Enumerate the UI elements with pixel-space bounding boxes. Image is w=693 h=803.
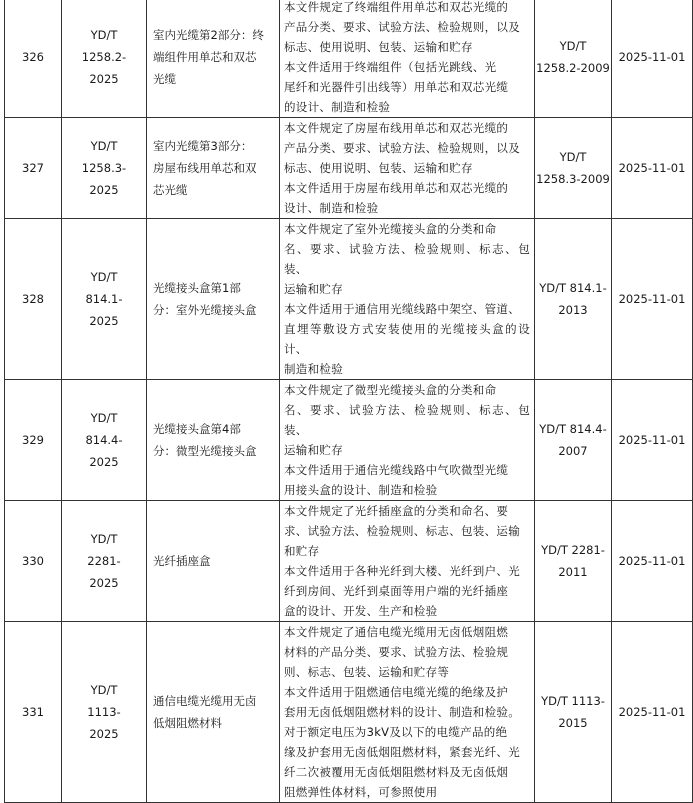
scope-line: 的设计、制造和检验 bbox=[284, 100, 391, 114]
scope-line: 名、要求、试验方法、检验规则、标志、包装、 bbox=[284, 242, 530, 276]
scope-cell bbox=[280, 219, 535, 380]
scope-cell bbox=[280, 0, 535, 118]
scope-line: 纤到房间、光纤到桌面等用户端的光纤插座 bbox=[284, 584, 509, 598]
replaced-standard-cell-text: YD/T 2281- 2011 bbox=[541, 543, 605, 579]
table-row bbox=[5, 219, 693, 380]
scope-line: 直埋等敷设方式安装使用的光缆接头盒的设计、 bbox=[284, 322, 530, 356]
scope-line: 本文件适用于通信光缆线路中气吹微型光缆 bbox=[284, 463, 509, 477]
scope-line: 本文件规定了通信电缆光缆用无卤低烟阻燃 bbox=[284, 625, 509, 639]
standard-code-cell bbox=[62, 118, 147, 219]
table-row bbox=[5, 380, 693, 501]
replaced-standard-cell-text: YD/T 814.1- 2013 bbox=[539, 281, 607, 317]
replaced-standard-cell bbox=[535, 501, 612, 622]
scope-line: 套用无卤低烟阻燃材料的设计、制造和检验。 bbox=[284, 705, 520, 719]
standard-name-cell bbox=[147, 0, 280, 118]
scope-line: 运输和贮存 bbox=[284, 282, 343, 296]
scope-line: 和贮存 bbox=[284, 544, 320, 558]
replaced-standard-cell-text: YD/T 1113- 2015 bbox=[541, 694, 605, 730]
implementation-date-cell bbox=[612, 622, 693, 803]
row-number-cell bbox=[5, 501, 62, 622]
table-row bbox=[5, 0, 693, 118]
scope-line: 本文件适用于各种光纤到大楼、光纤到户、光 bbox=[284, 564, 520, 578]
scope-line: 用接头盒的设计、制造和检验 bbox=[284, 483, 438, 497]
standard-name-cell bbox=[147, 219, 280, 380]
implementation-date-cell bbox=[612, 380, 693, 501]
standard-code-cell-text: YD/T 1258.2- 2025 bbox=[81, 28, 127, 86]
scope-line: 本文件规定了室外光缆接头盒的分类和命 bbox=[284, 222, 497, 236]
scope-line: 标志、使用说明、包装、运输和贮存 bbox=[284, 161, 473, 175]
standard-name-cell bbox=[147, 622, 280, 803]
standard-code-cell-text: YD/T 814.1- 2025 bbox=[85, 270, 123, 328]
implementation-date-cell-text: 2025-11-01 bbox=[618, 554, 686, 568]
standard-name-cell-text: 室内光缆第3部分： 房屋布线用单芯和双 芯光缆 bbox=[153, 139, 257, 197]
scope-line: 缘及护套用无卤低烟阻燃材料，紧套光纤、光 bbox=[284, 745, 520, 759]
scope-line: 标志、使用说明、包装、运输和贮存 bbox=[284, 40, 473, 54]
standard-name-cell-text: 通信电缆光缆用无卤 低烟阻燃材料 bbox=[153, 694, 257, 730]
standard-name-cell-text: 光纤插座盒 bbox=[153, 554, 211, 568]
scope-line: 本文件规定了终端组件用单芯和双芯光缆的 bbox=[284, 0, 509, 14]
standard-code-cell bbox=[62, 622, 147, 803]
implementation-date-cell bbox=[612, 0, 693, 118]
scope-cell bbox=[280, 501, 535, 622]
scope-line: 设计、制造和检验 bbox=[284, 201, 379, 215]
implementation-date-cell-text: 2025-11-01 bbox=[618, 292, 686, 306]
standards-table bbox=[4, 0, 693, 803]
implementation-date-cell-text: 2025-11-01 bbox=[618, 50, 686, 64]
implementation-date-cell bbox=[612, 219, 693, 380]
implementation-date-cell-text: 2025-11-01 bbox=[618, 705, 686, 719]
implementation-date-cell bbox=[612, 118, 693, 219]
replaced-standard-cell bbox=[535, 622, 612, 803]
scope-cell bbox=[280, 622, 535, 803]
scope-line: 运输和贮存 bbox=[284, 443, 343, 457]
row-number-cell bbox=[5, 0, 62, 118]
standard-code-cell bbox=[62, 0, 147, 118]
scope-line: 名、要求、试验方法、检验规则、标志、包装、 bbox=[284, 403, 530, 437]
scope-line: 本文件规定了房屋布线用单芯和双芯光缆的 bbox=[284, 121, 509, 135]
table-row bbox=[5, 118, 693, 219]
row-number-cell bbox=[5, 622, 62, 803]
standard-name-cell-text: 室内光缆第2部分：终 端组件用单芯和双芯 光缆 bbox=[153, 28, 264, 86]
row-number-cell bbox=[5, 219, 62, 380]
table-row bbox=[5, 622, 693, 803]
row-number-cell bbox=[5, 380, 62, 501]
replaced-standard-cell bbox=[535, 118, 612, 219]
replaced-standard-cell bbox=[535, 0, 612, 118]
scope-line: 材料的产品分类、要求、试验方法、检验规 bbox=[284, 645, 509, 659]
row-number-cell-text: 326 bbox=[22, 50, 44, 64]
replaced-standard-cell-text: YD/T 814.4- 2007 bbox=[539, 422, 607, 458]
scope-line: 阻燃弹性体材料，可参照使用 bbox=[284, 785, 438, 799]
scope-line: 本文件适用于阻燃通信电缆光缆的绝缘及护 bbox=[284, 685, 509, 699]
replaced-standard-cell bbox=[535, 380, 612, 501]
standard-name-cell bbox=[147, 380, 280, 501]
scope-line: 纤二次被覆用无卤低烟阻燃材料及无卤低烟 bbox=[284, 765, 509, 779]
row-number-cell-text: 330 bbox=[22, 554, 44, 568]
implementation-date-cell-text: 2025-11-01 bbox=[618, 161, 686, 175]
scope-line: 本文件适用于房屋布线用单芯和双芯光缆的 bbox=[284, 181, 509, 195]
scope-cell bbox=[280, 380, 535, 501]
standard-name-cell-text: 光缆接头盒第4部 分：微型光缆接头盒 bbox=[153, 422, 257, 458]
row-number-cell-text: 331 bbox=[22, 705, 44, 719]
scope-cell bbox=[280, 118, 535, 219]
scope-line: 对于额定电压为3kV及以下的电缆产品的绝 bbox=[284, 725, 508, 739]
scope-line: 制造和检验 bbox=[284, 362, 343, 376]
standard-name-cell-text: 光缆接头盒第1部 分：室外光缆接头盒 bbox=[153, 281, 257, 317]
scope-line: 尾纤和光器件引出线等）用单芯和双芯光缆 bbox=[284, 80, 509, 94]
row-number-cell-text: 328 bbox=[22, 292, 44, 306]
scope-line: 产品分类、要求、试验方法、检验规则，以及 bbox=[284, 141, 520, 155]
standard-code-cell bbox=[62, 380, 147, 501]
row-number-cell-text: 329 bbox=[22, 433, 44, 447]
standards-table-body bbox=[5, 0, 693, 803]
scope-line: 盒的设计、开发、生产和检验 bbox=[284, 604, 438, 618]
replaced-standard-cell bbox=[535, 219, 612, 380]
standard-code-cell-text: YD/T 814.4- 2025 bbox=[85, 411, 123, 469]
scope-line: 求、试验方法、检验规则、标志、包装、运输 bbox=[284, 524, 520, 538]
standard-code-cell bbox=[62, 219, 147, 380]
implementation-date-cell bbox=[612, 501, 693, 622]
standard-name-cell bbox=[147, 501, 280, 622]
scope-line: 则、标志、包装、运输和贮存等 bbox=[284, 665, 450, 679]
scope-line: 本文件适用于终端组件（包括光跳线、光 bbox=[284, 60, 497, 74]
table-row bbox=[5, 501, 693, 622]
implementation-date-cell-text: 2025-11-01 bbox=[618, 433, 686, 447]
row-number-cell-text: 327 bbox=[22, 161, 44, 175]
scope-line: 本文件规定了光纤插座盒的分类和命名、要 bbox=[284, 504, 509, 518]
scope-line: 本文件适用于通信用光缆线路中架空、管道、 bbox=[284, 302, 520, 316]
standard-code-cell-text: YD/T 1113- 2025 bbox=[87, 683, 121, 741]
replaced-standard-cell-text: YD/T 1258.2-2009 bbox=[536, 39, 610, 75]
row-number-cell bbox=[5, 118, 62, 219]
standard-code-cell-text: YD/T 1258.3- 2025 bbox=[81, 139, 127, 197]
standard-code-cell bbox=[62, 501, 147, 622]
replaced-standard-cell-text: YD/T 1258.3-2009 bbox=[536, 150, 610, 186]
standard-name-cell bbox=[147, 118, 280, 219]
scope-line: 产品分类、要求、试验方法、检验规则，以及 bbox=[284, 20, 520, 34]
scope-line: 本文件规定了微型光缆接头盒的分类和命 bbox=[284, 383, 497, 397]
standard-code-cell-text: YD/T 2281- 2025 bbox=[87, 532, 121, 590]
